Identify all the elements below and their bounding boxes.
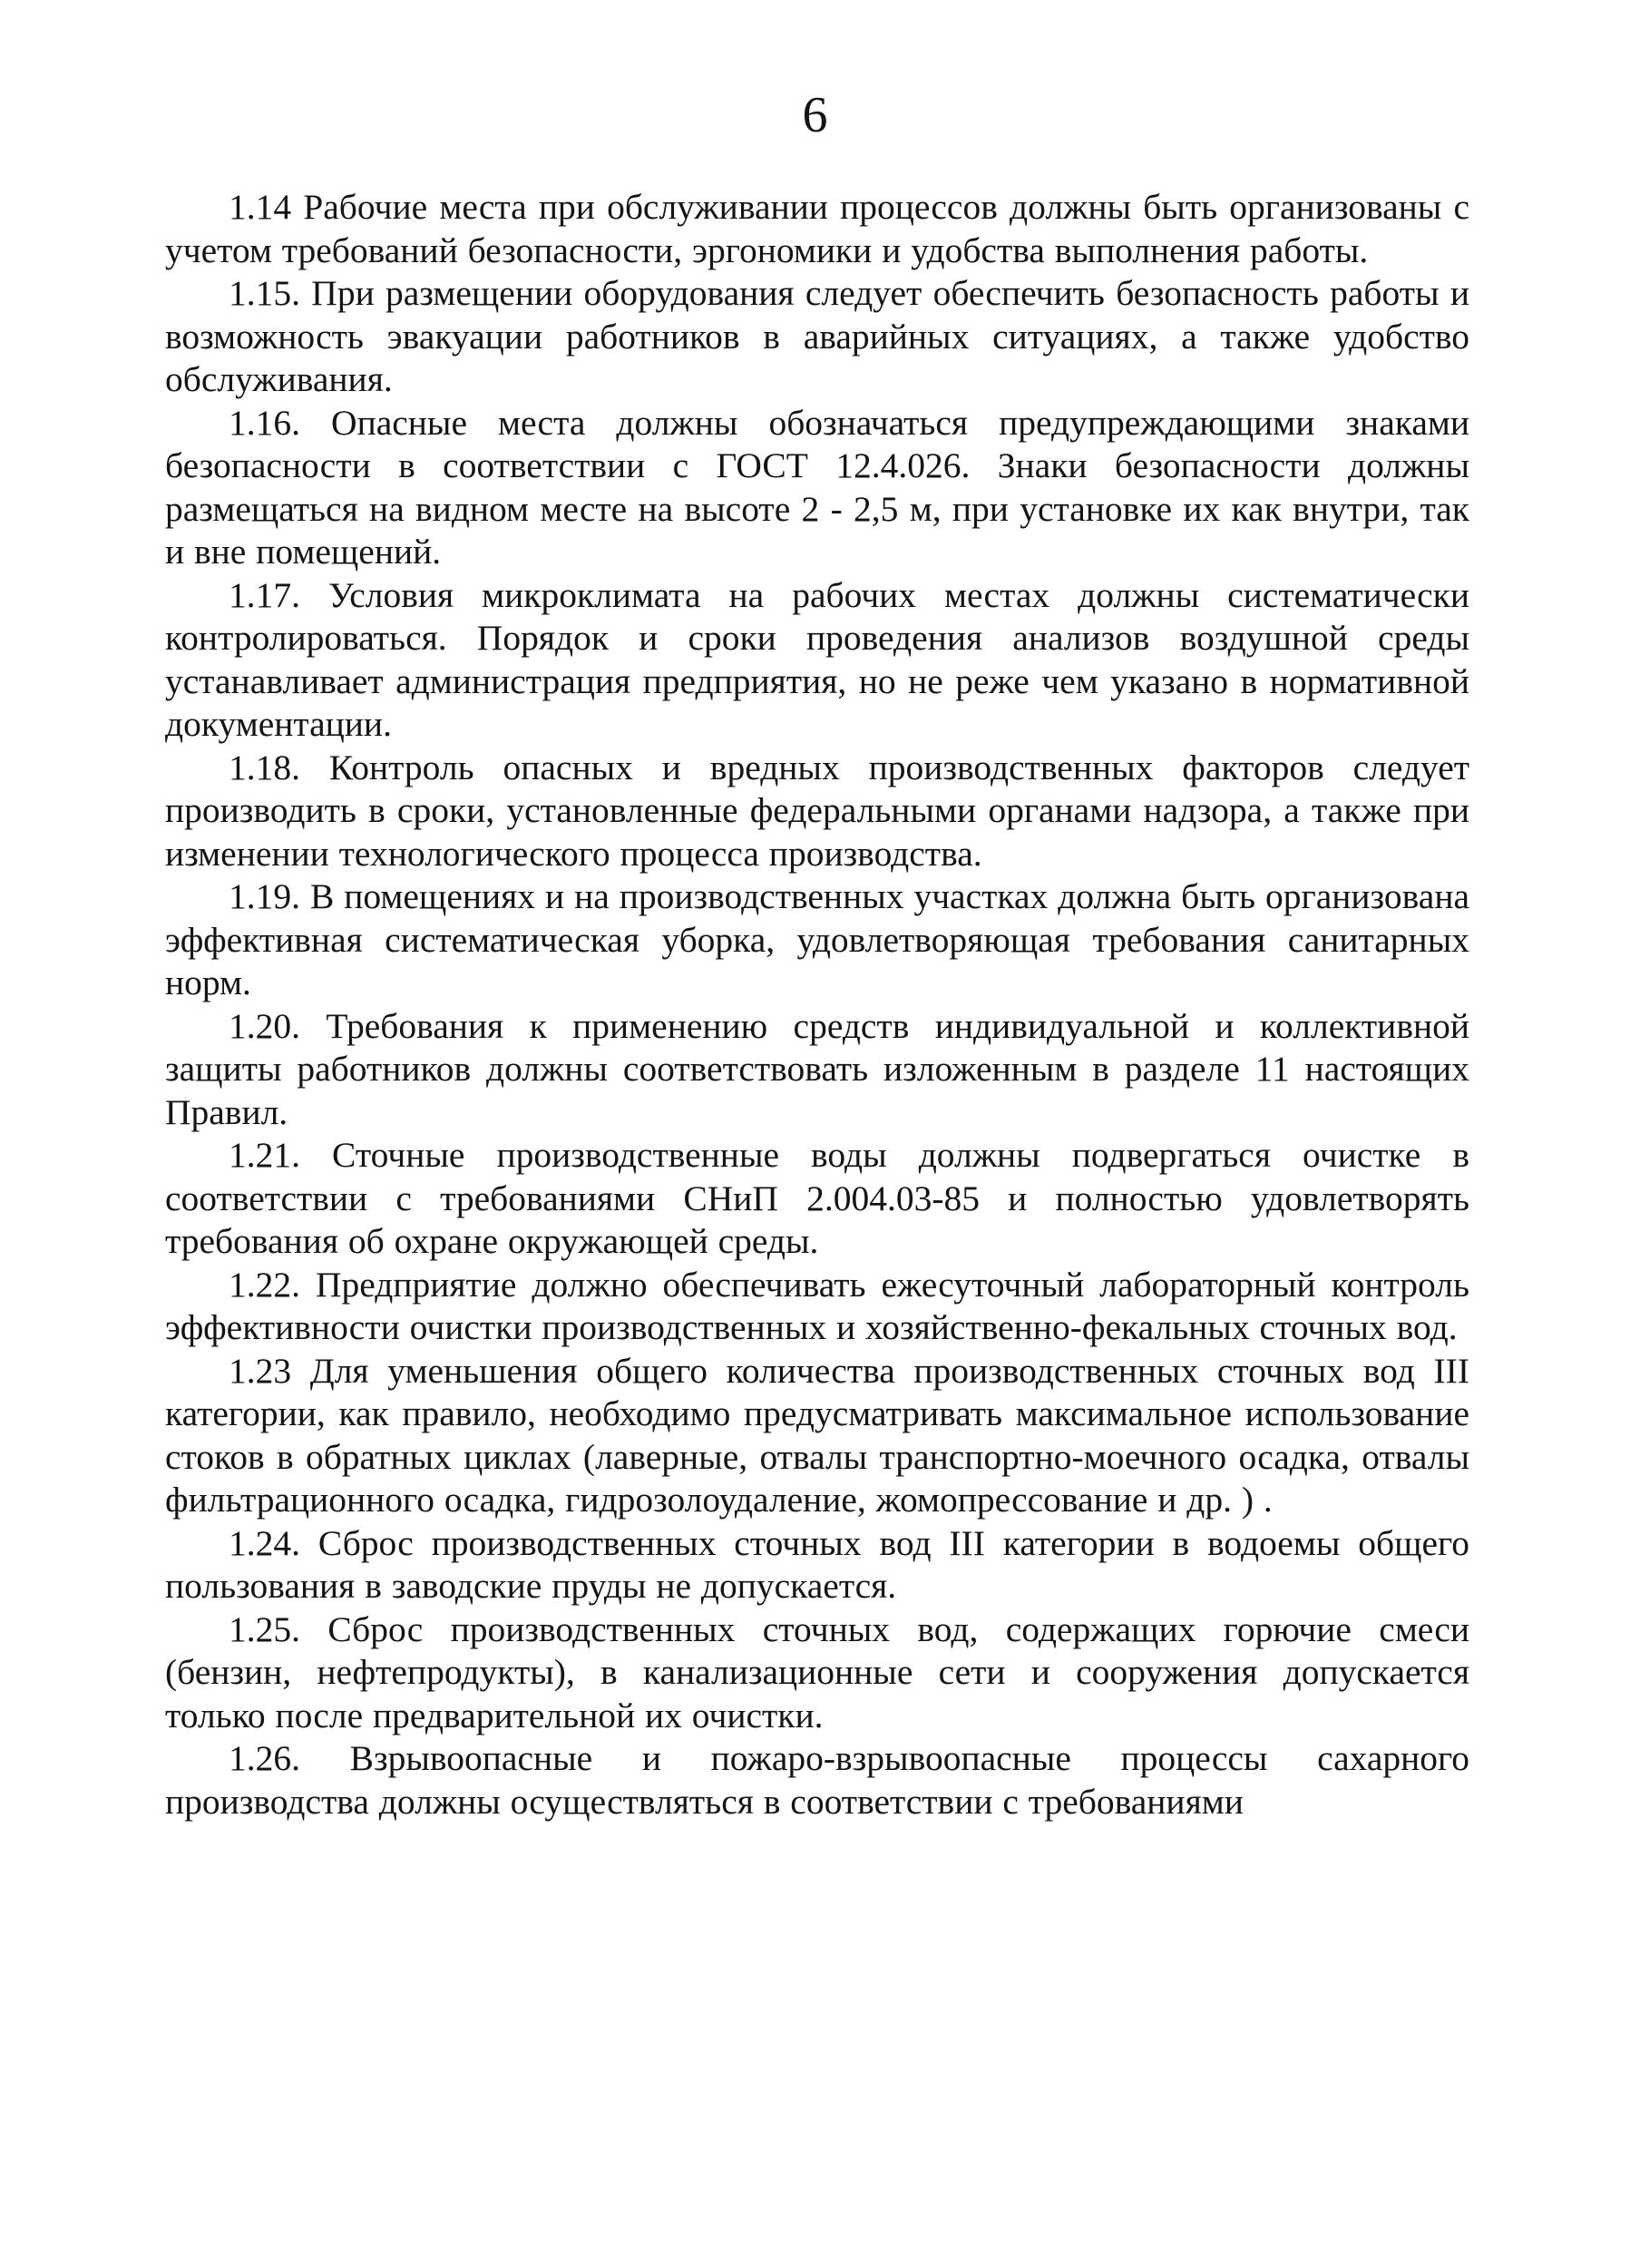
paragraph-1-21: 1.21. Сточные производственные воды должны подвергаться очистке в соответствии с требованиями СНиП 2.004.03-85 и полностью удовлетворять требования об охране окружающей среды.: [165, 1135, 1469, 1261]
paragraph-1-20: 1.20. Требования к применению средств индивидуальной и коллективной защиты работников должны соответствовать изложенным в разделе 11 настоящих Правил.: [165, 1005, 1469, 1132]
paragraph-1-26: 1.26. Взрывоопасные и пожаро-взрывоопасные процессы сахарного производства должны осуществляться в соответствии с требованиями: [165, 1738, 1469, 1822]
paragraph-1-15: 1.15. При размещении оборудования следует обеспечить безопасность работы и возможность эвакуации работников в аварийных ситуациях, а также удобство обслуживания.: [165, 273, 1469, 399]
paragraph-1-18: 1.18. Контроль опасных и вредных производственных факторов следует производить в сроки, установленные федеральными органами надзора, а также при изменении технологического процесса производства.: [165, 747, 1469, 874]
paragraph-1-24: 1.24. Сброс производственных сточных вод III категории в водоемы общего пользования в заводские пруды не допускается.: [165, 1522, 1469, 1606]
paragraph-1-25: 1.25. Сброс производственных сточных вод, содержащих горючие смеси (бензин, нефтепродукты), в канализационные сети и сооружения допускается только после предварительной их очистки.: [165, 1608, 1469, 1735]
text-body: [165, 186, 1469, 1823]
paragraph-1-23: 1.23 Для уменьшения общего количества производственных сточных вод III категории, как правило, необходимо предусматривать максимальное использование стоков в обратных циклах (лаверные, отвалы транспортно-моечного осадка, отвалы фильтрационного осадка, гидрозолоудаление, жомопрессование и др. ) .: [165, 1350, 1469, 1520]
page-number: 6: [802, 87, 828, 143]
paragraph-1-14: 1.14 Рабочие места при обслуживании процессов должны быть организованы с учетом требований безопасности, эргономики и удобства выполнения работы.: [165, 187, 1469, 270]
paragraph-1-16: 1.16. Опасные места должны обозначаться предупреждающими знаками безопасности в соответствии с ГОСТ 12.4.026. Знаки безопасности должны размещаться на видном месте на высоте 2 - 2,5 м, при установке их как внутри, так и вне помещений.: [165, 402, 1469, 572]
paragraph-1-22: 1.22. Предприятие должно обеспечивать ежесуточный лабораторный контроль эффективности очистки производственных и хозяйственно-фекальных сточных вод.: [165, 1264, 1469, 1347]
paragraph-1-17: 1.17. Условия микроклимата на рабочих местах должны систематически контролироваться. Порядок и сроки проведения анализов воздушной среды устанавливает администрация предприятия, но не реже чем указано в нормативной документации.: [165, 574, 1469, 744]
paragraph-1-19: 1.19. В помещениях и на производственных участках должна быть организована эффективная систематическая уборка, удовлетворяющая требования санитарных норм.: [165, 876, 1469, 1002]
